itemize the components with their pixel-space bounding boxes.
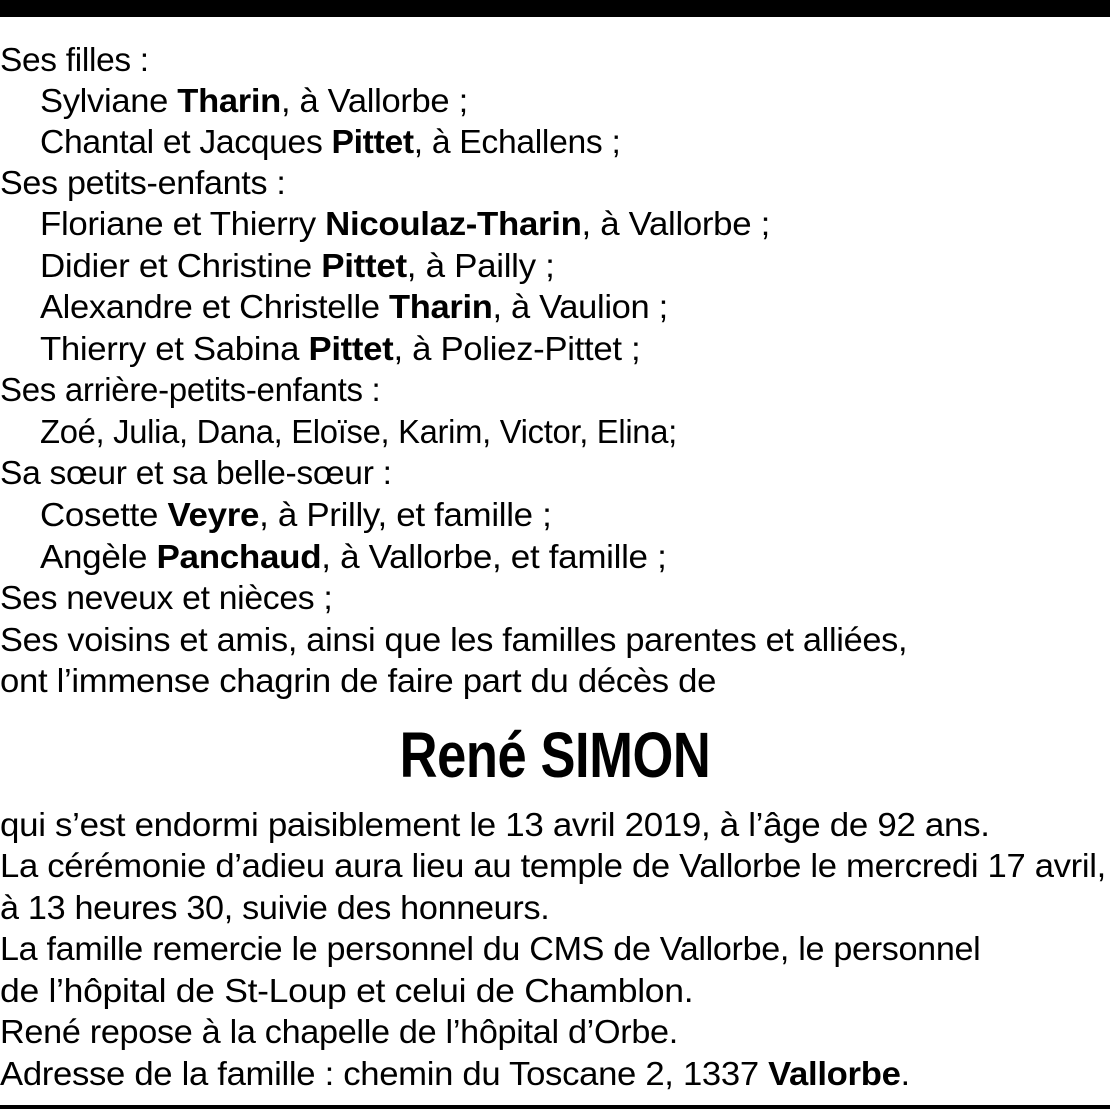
daughter-line: Sylviane Tharin, à Vallorbe ; [40,82,468,119]
daughter-line: Chantal et Jacques Pittet, à Echallens ; [40,123,621,160]
great-grandchildren-list: Zoé, Julia, Dana, Eloïse, Karim, Victor, Elina; [40,413,677,450]
sister-line: Cosette Veyre, à Prilly, et famille ; [40,496,552,533]
grandchild-line: Thierry et Sabina Pittet, à Poliez-Pittet ; [40,330,641,367]
deceased-name: René SIMON [399,719,711,791]
grandchild-line: Floriane et Thierry Nicoulaz-Tharin, à Vallorbe ; [40,205,770,242]
body-line: de l’hôpital de St-Loup et celui de Chamblon. [0,972,694,1009]
daughters-heading: Ses filles : [0,41,149,78]
neighbours-line: Ses voisins et amis, ainsi que les familles parentes et alliées, [0,621,908,658]
top-rule [0,0,1110,17]
family-address: Adresse de la famille : chemin du Toscane 2, 1337 Vallorbe. [0,1055,910,1092]
body-line: à 13 heures 30, suivie des honneurs. [0,889,550,926]
body-line: qui s’est endormi paisiblement le 13 avril 2019, à l’âge de 92 ans. [0,806,990,843]
sister-line: Angèle Panchaud, à Vallorbe, et famille ; [40,538,667,575]
body-line: La cérémonie d’adieu aura lieu au temple de Vallorbe le mercredi 17 avril, [0,847,1106,884]
grandchildren-heading: Ses petits-enfants : [0,164,286,201]
grandchild-line: Alexandre et Christelle Tharin, à Vaulion ; [40,288,668,325]
grandchild-line: Didier et Christine Pittet, à Pailly ; [40,247,555,284]
great-grandchildren-heading: Ses arrière-petits-enfants : [0,371,381,408]
sisters-heading: Sa sœur et sa belle-sœur : [0,454,392,491]
nephews-line: Ses neveux et nièces ; [0,579,333,616]
body-line: La famille remercie le personnel du CMS de Vallorbe, le personnel [0,930,981,967]
announcement-line: ont l’immense chagrin de faire part du décès de [0,662,717,699]
bottom-rule [0,1105,1110,1109]
body-line: René repose à la chapelle de l’hôpital d’Orbe. [0,1013,678,1050]
